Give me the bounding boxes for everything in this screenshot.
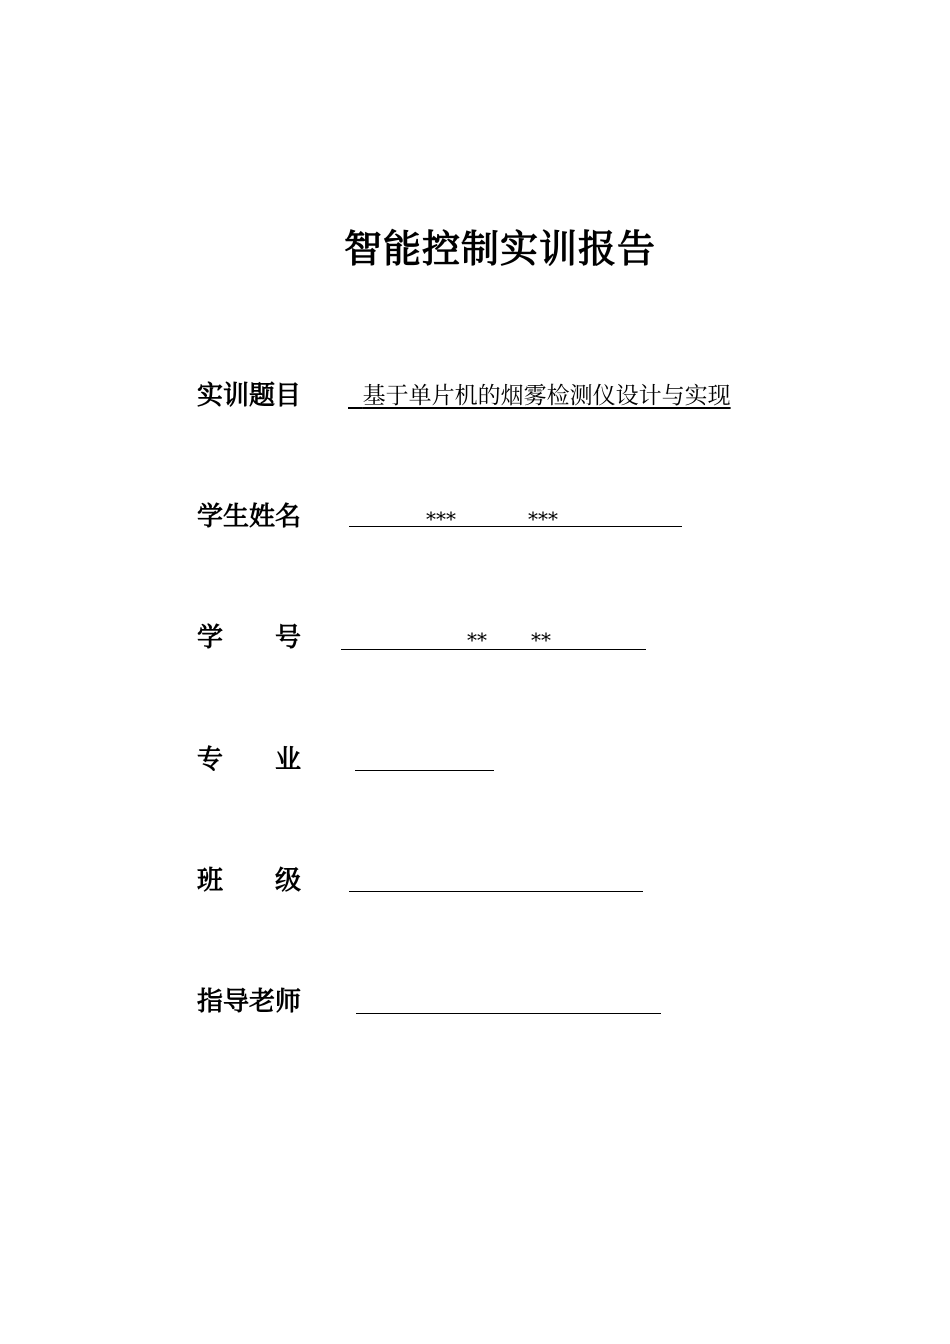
student-id-label: 学 号 <box>197 623 302 653</box>
class-label: 班 级 <box>197 866 302 896</box>
student-name-label: 学生姓名 <box>197 502 302 532</box>
student-name-value-a: *** <box>426 507 456 531</box>
advisor-underline <box>356 1013 661 1014</box>
student-id-value-a: ** <box>467 628 487 652</box>
student-name-value-b: *** <box>528 507 558 531</box>
page-title: 智能控制实训报告 <box>343 227 656 271</box>
student-id-value-b: ** <box>531 628 551 652</box>
student-name-underline <box>349 526 682 527</box>
major-label: 专 业 <box>197 745 302 775</box>
student-id-underline <box>341 649 646 650</box>
topic-value <box>348 381 731 411</box>
topic-label: 实训题目 <box>197 381 302 411</box>
advisor-label: 指导老师 <box>197 987 302 1017</box>
major-underline <box>355 770 494 771</box>
class-underline <box>349 891 643 892</box>
topic-value-text: 基于单片机的烟雾检测仪设计与实现 <box>362 383 731 409</box>
